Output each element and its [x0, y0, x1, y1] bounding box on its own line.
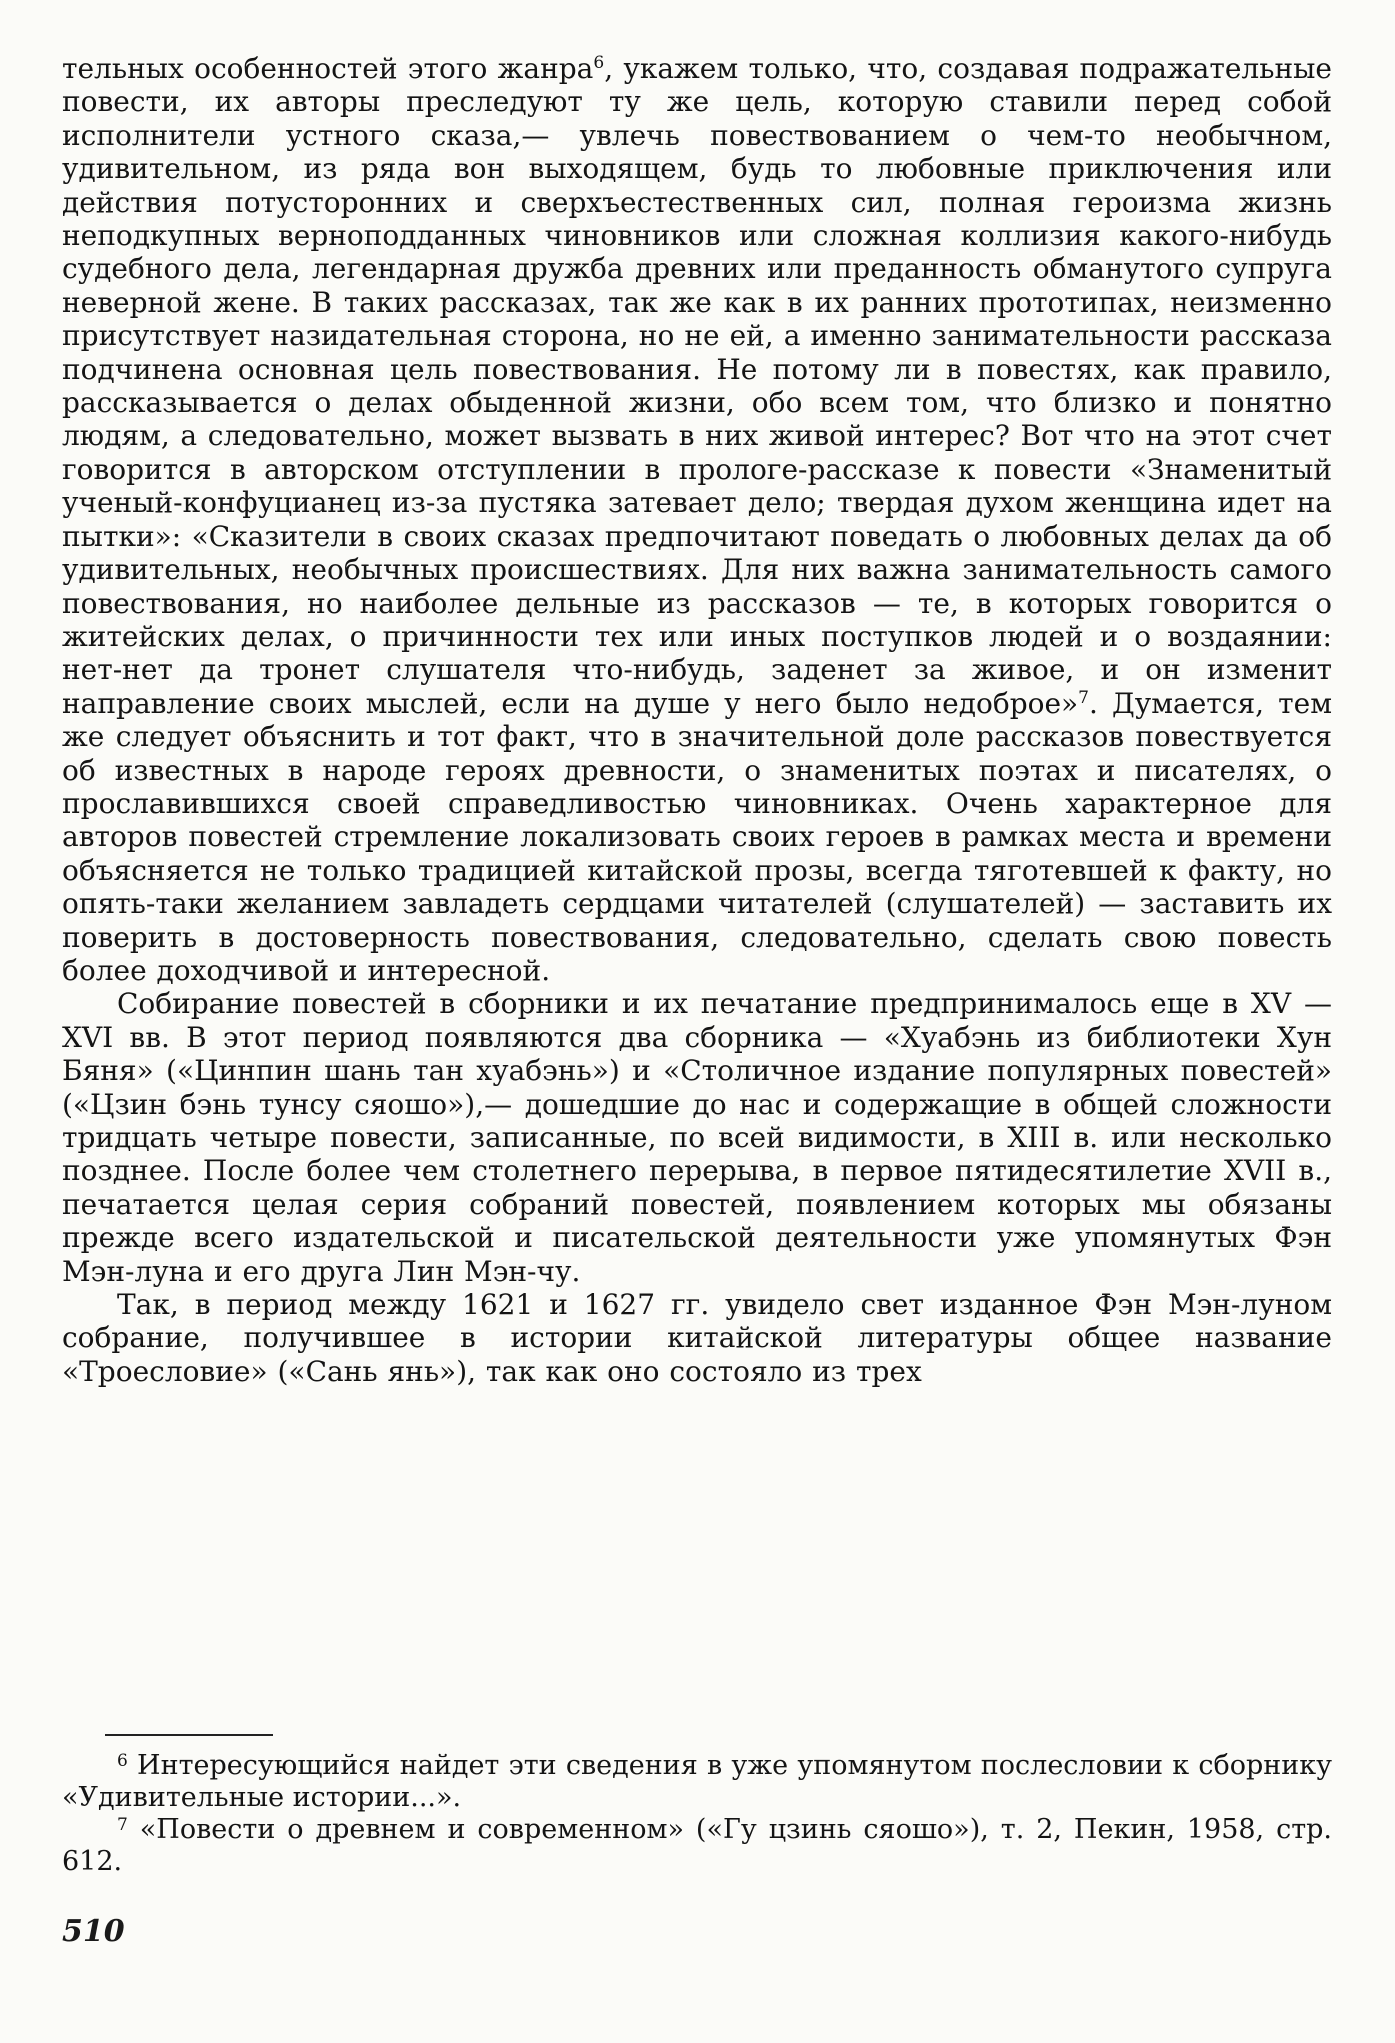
paragraph-1: [62, 52, 1332, 987]
footnote-ref-7[interactable]: 7: [1078, 687, 1089, 708]
text-run: . Думается, тем же следует объяснить и тот факт, что в значительной доле рассказов повествуется об известных в народе героях древности, о знаменитых поэтах и писателях, о прославившихся своей справедливостью чиновниках. Очень характерное для авторов повестей стремление локализовать своих героев в рамках места и времени объясняется не только традицией китайской прозы, всегда тяготевшей к факту, но опять-таки желанием завладеть сердцами читателей (слушателей) — заставить их поверить в достоверность повествования, следовательно, сделать свою повесть более доходчивой и интересной.: [62, 686, 1332, 987]
page-number: 510: [62, 1914, 125, 1949]
footnote-7: [62, 1814, 1332, 1878]
footnote-mark: 7: [117, 1815, 128, 1835]
paragraph-2: Собирание повестей в сборники и их печатание предпринималось еще в XV — XVI вв. В этот период появляются два сборника — «Хуабэнь из библиотеки Хун Бяня» («Цинпин шань тан хуабэнь») и «Столичное издание популярных повестей» («Цзин бэнь тунсу сяошо»),— дошедшие до нас и содержащие в общей сложности тридцать четыре повести, записанные, по всей видимости, в XIII в. или несколько позднее. После более чем столетнего перерыва, в первое пятидесятилетие XVII в., печатается целая серия собраний повестей, появлением которых мы обязаны прежде всего издательской и писательской деятельности уже упомянутых Фэн Мэн-луна и его друга Лин Мэн-чу.: [62, 987, 1332, 1288]
paragraph-3: Так, в период между 1621 и 1627 гг. увидело свет изданное Фэн Мэн-луном собрание, получившее в истории китайской литературы общее название «Троесловие» («Сань янь»), так как оно состояло из трех: [62, 1288, 1332, 1388]
footnote-text: «Повести о древнем и современном» («Гу цзинь сяошо»), т. 2, Пекин, 1958, стр. 612.: [62, 1814, 1332, 1877]
text-run: , укажем только, что, создавая подражательные повести, их авторы преследуют ту же цель, которую ставили перед собой исполнители устного сказа,— увлечь повествованием о чем-то необычном, удивительном, из ряда вон выходящем, будь то любовные приключения или действия потусторонних и сверхъестественных сил, полная героизма жизнь неподкупных верноподданных чиновников или сложная коллизия какого-нибудь судебного дела, легендарная дружба древних или преданность обманутого супруга неверной жене. В таких рассказах, так же как в их ранних прототипах, неизменно присутствует назидательная сторона, но не ей, а именно занимательности рассказа подчинена основная цель повествования. Не потому ли в повестях, как правило, рассказывается о делах обыденной жизни, обо всем том, что близко и понятно людям, а следовательно, может вызвать в них живой интерес? Вот что на этот счет говорится в авторском отступлении в прологе-рассказе к повести «Знаменитый ученый-конфуцианец из-за пустяка затевает дело; твердая духом женщина идет на пытки»: «Сказители в своих сказах предпочитают поведать о любовных делах да об удивительных, необычных происшествиях. Для них важна занимательность самого повествования, но наиболее дельные из рассказов — те, в которых говорится о житейских делах, о причинности тех или иных поступков людей и о воздаянии: нет-нет да тронет слушателя что-нибудь, заденет за живое, и он изменит направление своих мыслей, если на душе у него было недоброе»: [62, 52, 1332, 720]
footnote-mark: 6: [117, 1751, 128, 1771]
main-text: [62, 52, 1332, 1388]
text-run: тельных особенностей этого жанра: [62, 52, 594, 85]
footnote-6: [62, 1750, 1332, 1814]
footnote-divider: [105, 1734, 273, 1736]
footnotes: [62, 1750, 1332, 1878]
footnote-ref-6[interactable]: 6: [593, 53, 605, 73]
footnote-text: Интересующийся найдет эти сведения в уже упомянутом послесловии к сборнику «Удивительные истории...».: [62, 1750, 1332, 1813]
